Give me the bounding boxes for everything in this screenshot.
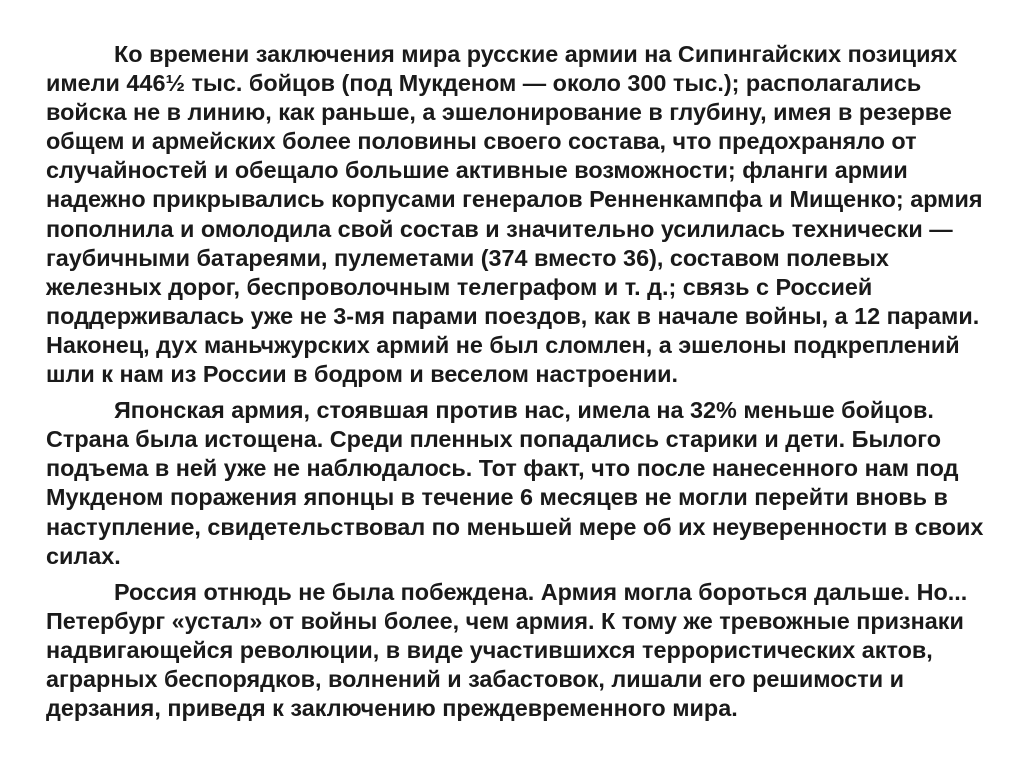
document-body	[46, 40, 1008, 730]
paragraph-japanese-army: Японская армия, стоявшая против нас, имела на 32% меньше бойцов. Страна была истощена. Среди пленных попадались старики и дети. Былого подъема в ней уже не наблюдалось. Тот факт, что после нанесенного нам под Мукденом поражения японцы в течение 6 месяцев не могли перейти вновь в наступление, свидетельствовал по меньшей мере об их неуверенности в своих силах.	[46, 397, 984, 569]
paragraph-russia-not-defeated: Россия отнюдь не была побеждена. Армия могла бороться дальше. Но... Петербург «устал» от войны более, чем армия. К тому же тревожные признаки надвигающейся революции, в виде участившихся террористических актов, аграрных беспорядков, волнений и забастовок, лишали его решимости и дерзания, приведя к заключению преждевременного мира.	[46, 578, 968, 722]
paragraph-army-status: Ко времени заключения мира русские армии на Сипингайских позициях имели 446½ тыс. бойцов (под Мукденом — около 300 тыс.); располагались войска не в линию, как раньше, а эшелонирование в глубину, имея в резерве общем и армейских более половины своего состава, что предохраняло от случайностей и обещало большие активные возможности; фланги армии надежно прикрывались корпусами генералов Ренненкампфа и Мищенко; армия пополнила и омолодила свой состав и значительно усилилась технически — гаубичными батареями, пулеметами (374 вместо 36), составом полевых железных дорог, беспроволочным телеграфом и т. д.; связь с Россией поддерживалась уже не 3-мя парами поездов, как в начале войны, а 12 парами. Наконец, дух маньчжурских армий не был сломлен, а эшелоны подкреплений шли к нам из России в бодром и веселом настроении.	[46, 41, 983, 388]
